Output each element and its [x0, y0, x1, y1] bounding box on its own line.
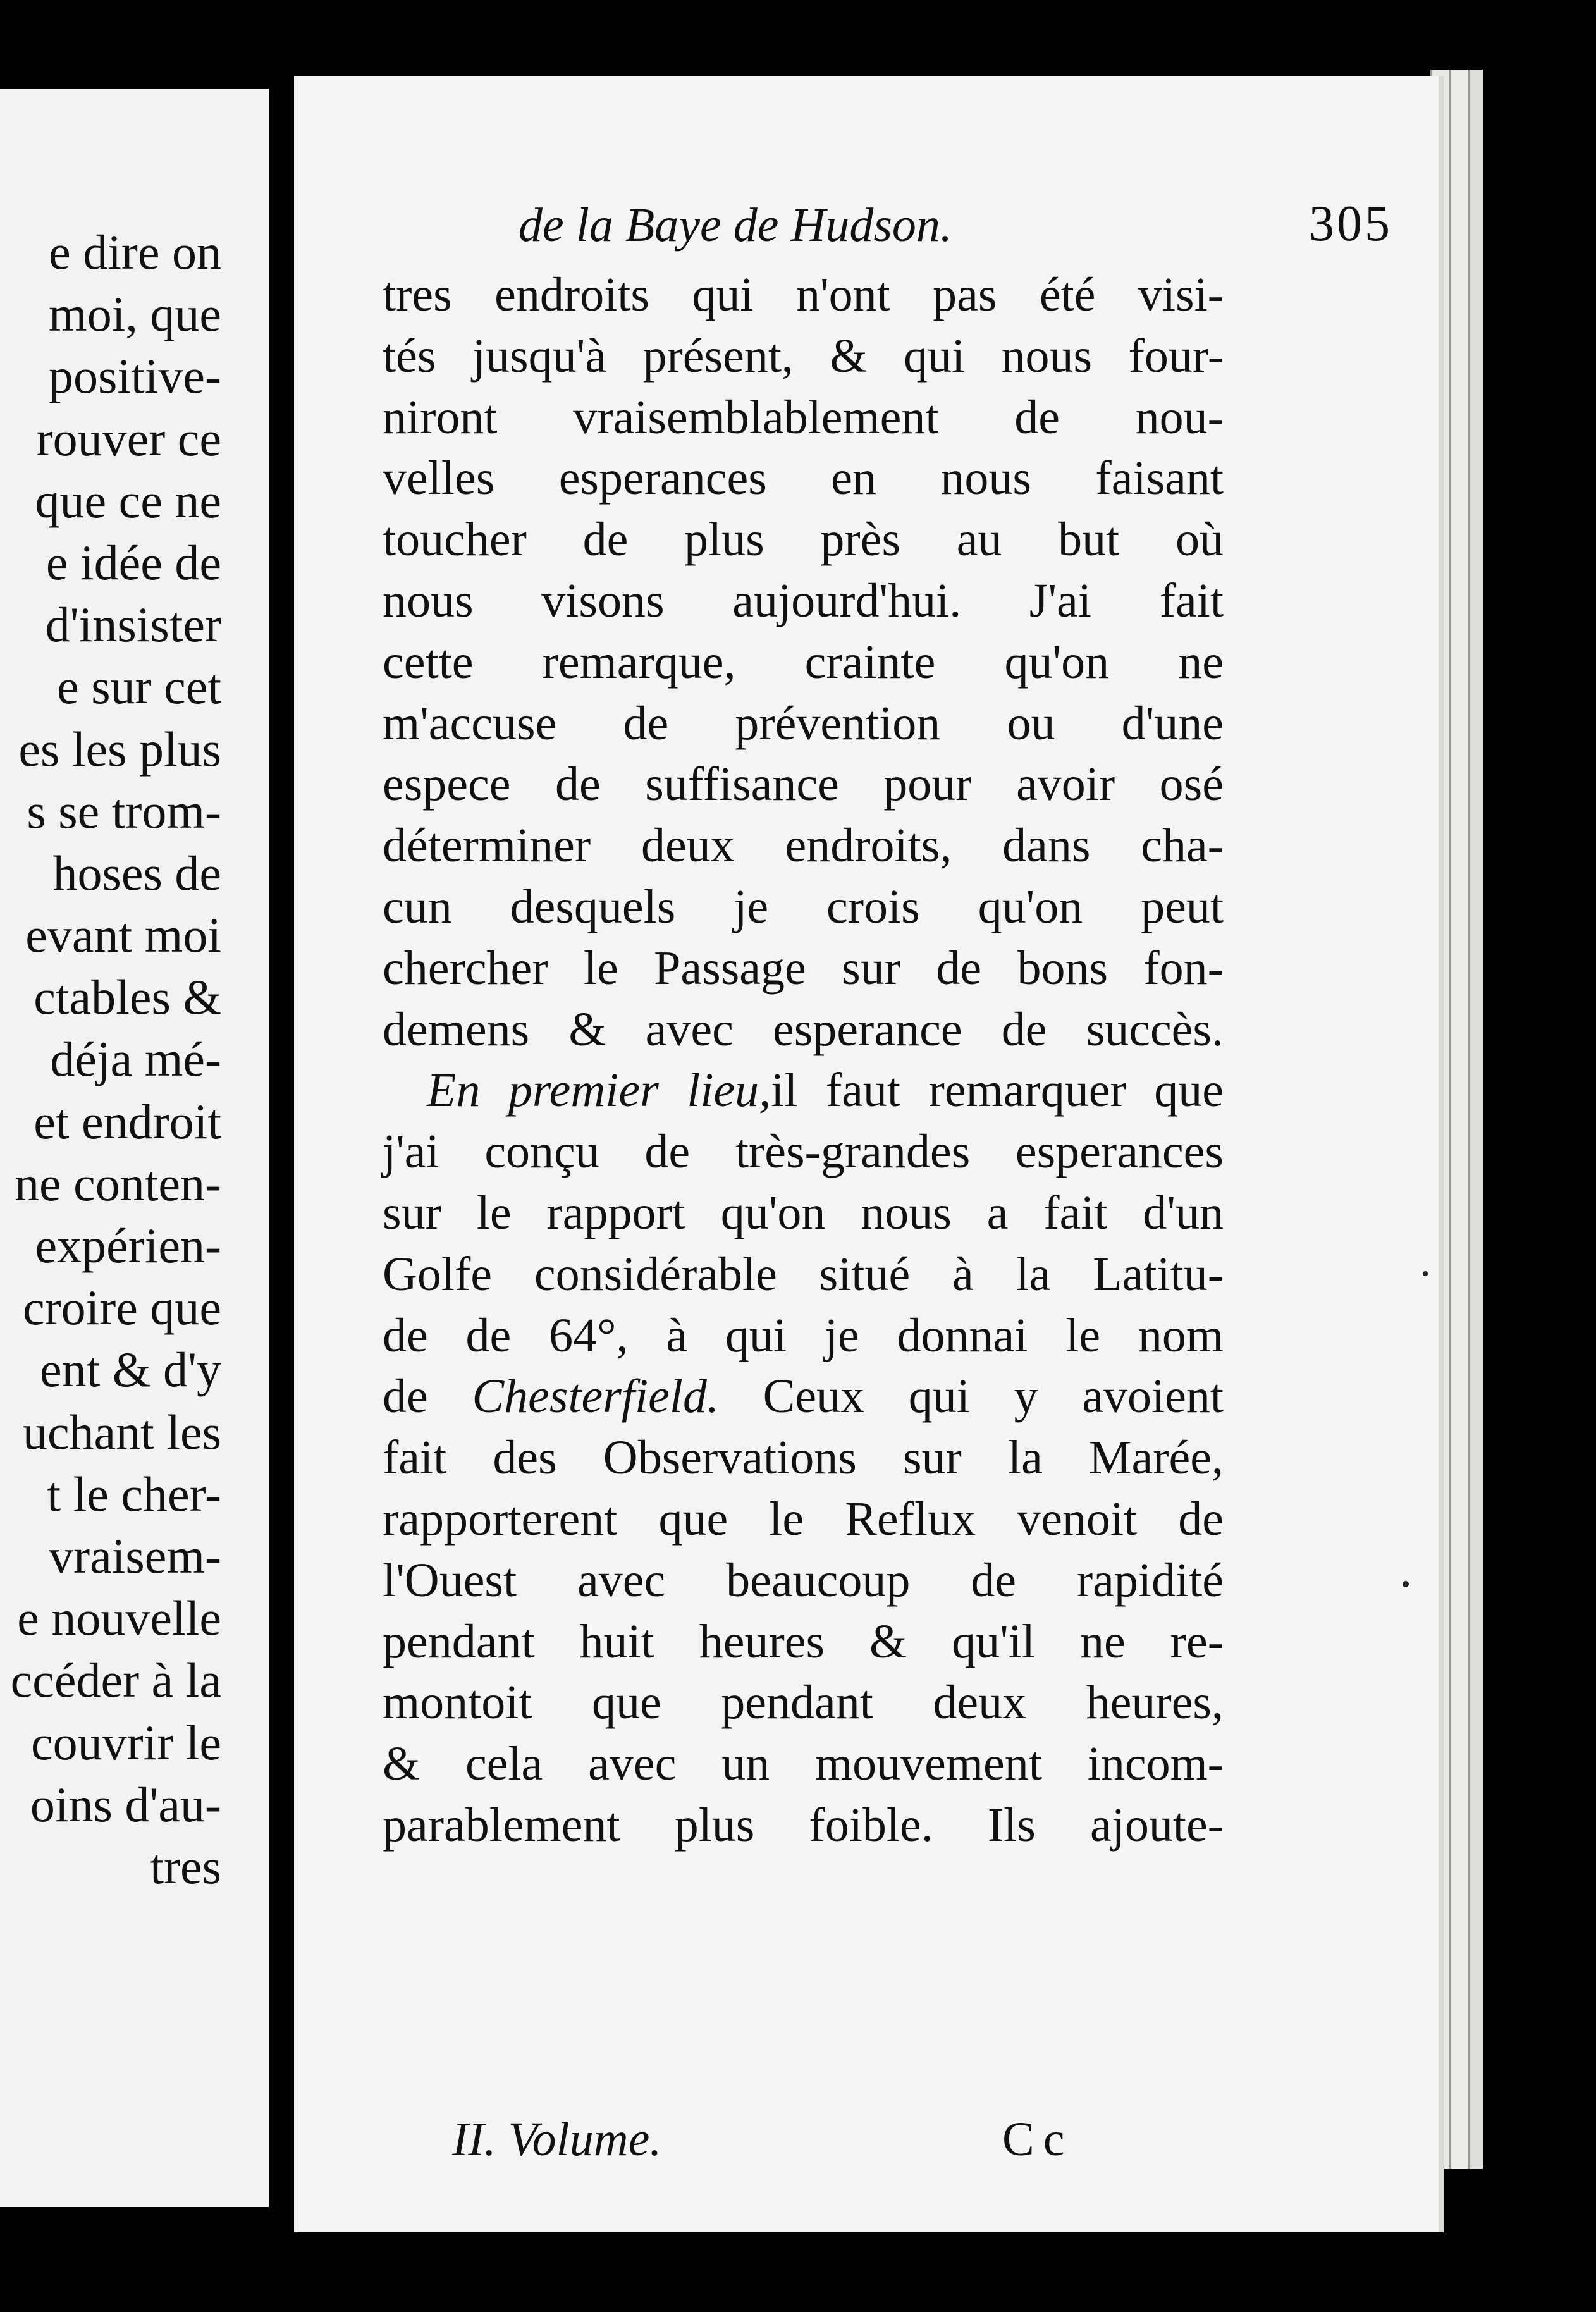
text-line: niront vraisemblablement de nou- — [383, 390, 1224, 444]
left-text-line: couvrir le — [30, 1714, 221, 1770]
left-text-line: et endroit — [34, 1093, 221, 1149]
left-text-line: es les plus — [18, 721, 221, 777]
left-text-line: ccéder à la — [10, 1652, 221, 1708]
left-text-line: ne conten- — [14, 1155, 221, 1211]
text-line: pendant huit heures & qu'il ne re- — [383, 1614, 1224, 1668]
right-page — [294, 76, 1444, 2232]
text-line: parablement plus foible. Ils ajoute- — [383, 1798, 1224, 1852]
text-line: chercher le Passage sur de bons fon- — [383, 941, 1224, 995]
running-head — [519, 193, 1429, 262]
footer-volume: II. Volume. — [452, 2113, 662, 2166]
text-line: rapporterent que le Reflux venoit de — [383, 1492, 1224, 1546]
left-text-line: expérien- — [35, 1218, 221, 1273]
left-text-line: evant moi — [25, 907, 221, 963]
text-line: nous visons aujourd'hui. J'ai fait — [383, 574, 1224, 627]
left-page-text — [0, 221, 221, 1898]
text-line: l'Ouest avec beaucoup de rapidité — [383, 1553, 1224, 1607]
text-line: Golfe considérable situé à la Latitu- — [383, 1247, 1224, 1301]
paragraph-start-line — [383, 1060, 1224, 1121]
ink-speck — [1423, 1271, 1428, 1276]
left-text-line: e idée de — [46, 534, 221, 590]
place-name: Chesterfield. — [472, 1370, 719, 1423]
text-line: espece de suffisance pour avoir osé — [383, 758, 1224, 811]
text-line: déterminer deux endroits, dans cha- — [383, 819, 1224, 873]
ink-speck — [1403, 1581, 1409, 1587]
text-line: m'accuse de prévention ou d'une — [383, 696, 1224, 750]
left-text-line: e sur cet — [57, 659, 221, 715]
left-text-line: d'insister — [45, 597, 221, 653]
text-line: demens & avec esperance de succès. — [383, 1002, 1224, 1056]
left-text-line: ent & d'y — [39, 1342, 221, 1398]
page-edge — [1449, 70, 1468, 2169]
left-text-line: moi, que — [49, 286, 221, 342]
running-title: de la Baye de Hudson. — [519, 199, 952, 252]
left-text-line: e nouvelle — [17, 1590, 221, 1646]
text-line: j'ai conçu de très-grandes esperances — [383, 1125, 1224, 1179]
left-text-line: positive- — [49, 348, 221, 404]
signature-mark: Cc — [1002, 2113, 1074, 2166]
left-text-line: vraisem- — [49, 1528, 221, 1583]
text-line: fait des Observations sur la Marée, — [383, 1431, 1224, 1485]
left-text-line: e dire on — [49, 224, 221, 280]
left-text-line: oins d'au- — [30, 1776, 221, 1832]
mixed-line — [383, 1366, 1224, 1427]
left-page — [0, 89, 269, 2207]
line-prefix: de — [383, 1370, 428, 1423]
left-text-line: hoses de — [52, 845, 221, 901]
left-text-line: tres — [150, 1838, 221, 1894]
page-number: 305 — [1309, 196, 1392, 252]
book-gutter — [269, 89, 294, 2270]
page-footer — [452, 2112, 1211, 2175]
text-line-rest: il faut remarquer que — [771, 1064, 1224, 1117]
line-suffix: Ceux qui y avoient — [763, 1370, 1224, 1423]
text-line: toucher de plus près au but où — [383, 513, 1224, 567]
left-text-line: que ce ne — [35, 472, 221, 528]
text-line: sur le rapport qu'on nous a fait d'un — [383, 1186, 1224, 1239]
text-line: tés jusqu'à présent, & qui nous four- — [383, 329, 1224, 383]
left-text-line: ctables & — [34, 969, 221, 1025]
text-line: montoit que pendant deux heures, — [383, 1676, 1224, 1730]
italic-lead: En premier lieu, — [427, 1064, 771, 1117]
text-line: de de 64°, à qui je donnai le nom — [383, 1308, 1224, 1362]
left-text-line: t le cher- — [47, 1466, 221, 1522]
body-text — [383, 264, 1224, 1856]
text-line: cette remarque, crainte qu'on ne — [383, 635, 1224, 689]
text-line: tres endroits qui n'ont pas été visi- — [383, 268, 1224, 321]
left-text-line: rouver ce — [36, 410, 221, 466]
left-text-line: s se trom- — [27, 783, 221, 839]
text-line: & cela avec un mouvement incom- — [383, 1737, 1224, 1791]
left-text-line: croire que — [23, 1280, 221, 1336]
left-text-line: déja mé- — [50, 1031, 221, 1087]
left-text-line: uchant les — [22, 1404, 221, 1460]
page-edge — [1468, 70, 1483, 2169]
text-line: cun desquels je crois qu'on peut — [383, 880, 1224, 933]
text-line: velles esperances en nous faisant — [383, 452, 1224, 505]
